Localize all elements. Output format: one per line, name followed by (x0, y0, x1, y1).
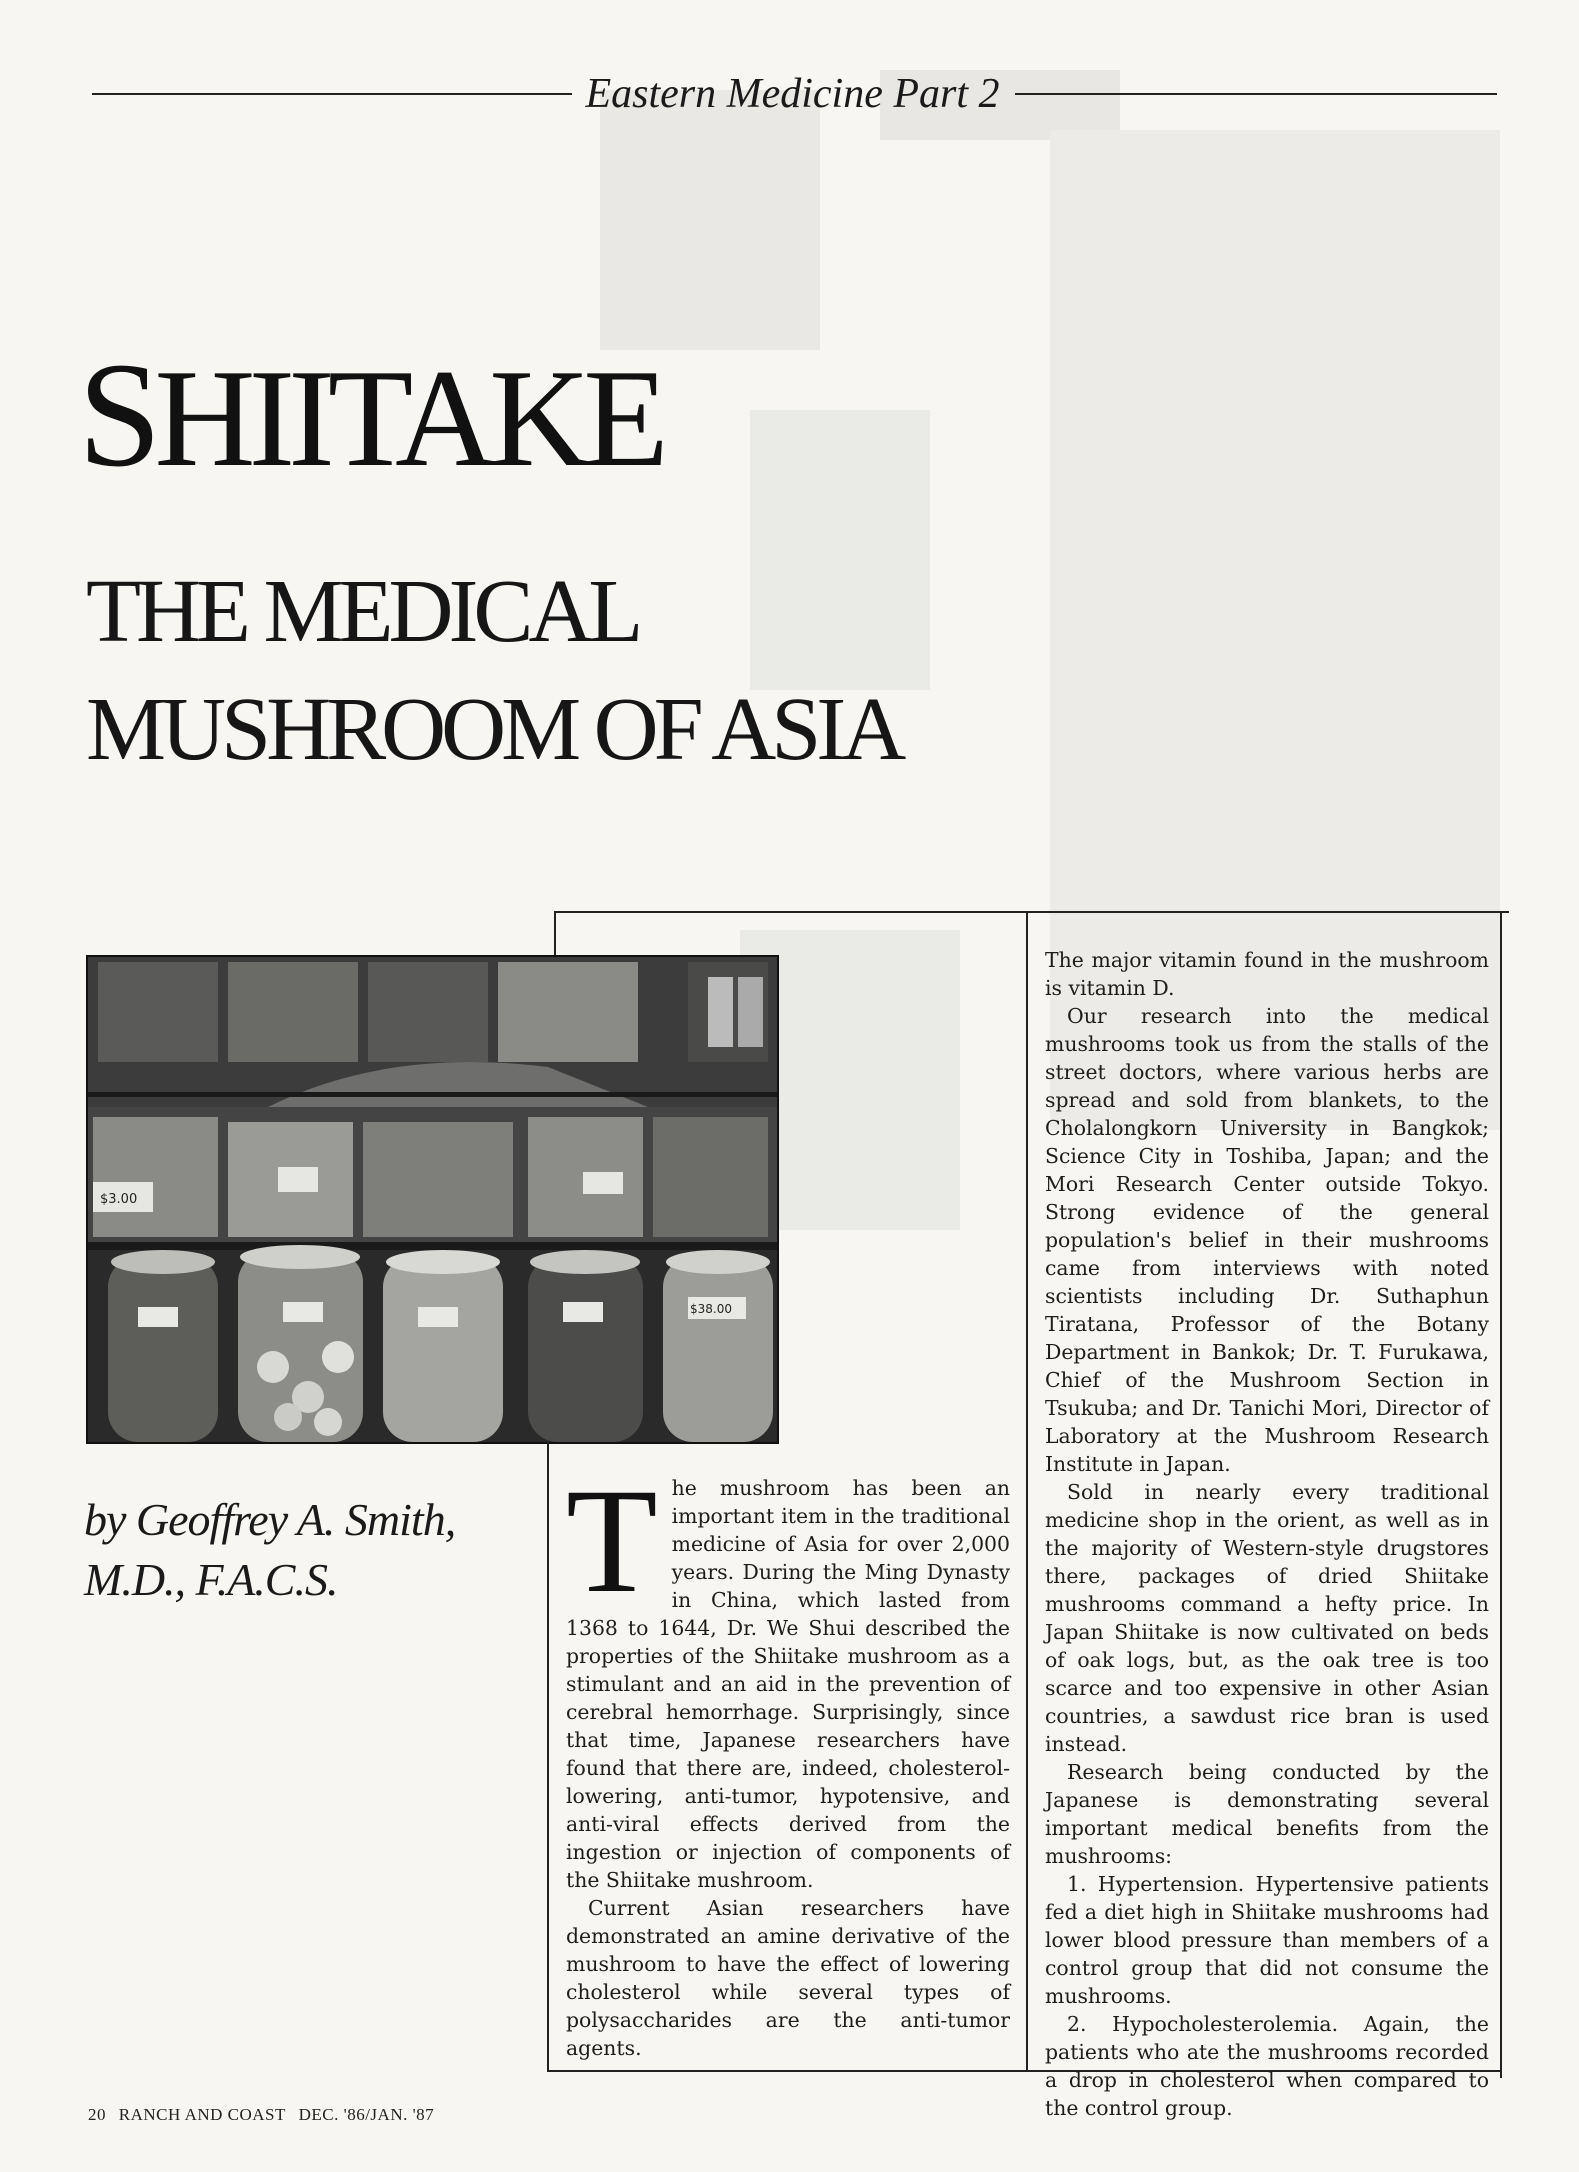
col2-paragraph-2: Our research into the medical mushrooms took us from the stalls of the street doctors, where various herbs are spread and sold from blankets, to the Cholalongkorn University in Bangkok; Science City in Toshiba, Japan; and the Mori Research Center outside Tokyo. Strong evidence of the general population's belief in their mushrooms came from interviews with noted scientists including Dr. Suthaphun Tiratana, Professor of the Botany Department in Bankok; Dr. T. Furukawa, Chief of the Mushroom Section in Tsukuba; and Dr. Tanichi Mori, Director of Laboratory at the Mushroom Research Institute in Japan. (1045, 1004, 1489, 1476)
headline-initial: S (78, 332, 155, 498)
col2-paragraph-3: Sold in nearly every traditional medicine shop in the orient, as well as in the majority of Western-style drugstores there, packages of dried Shiitake mushrooms command a hefty price. In Japan Shiitake is now cultivated on beds of oak logs, but, as the oak tree is too scarce and too expensive in other Asian countries, a sawdust rice bran is used instead. (1045, 1480, 1489, 1756)
page-number: 20 (88, 2105, 106, 2124)
subtitle-line-1: THE MEDICAL (86, 562, 639, 661)
issue-date: DEC. '86/JAN. '87 (298, 2105, 435, 2124)
col2-paragraph-1: The major vitamin found in the mushroom is vitamin D. (1045, 948, 1489, 1000)
header-rule-left (92, 93, 572, 95)
section-title: Eastern Medicine Part 2 (585, 71, 1000, 117)
shop-jars-photo (86, 955, 779, 1444)
header-rule-right (1015, 93, 1497, 95)
article-column-2 (1045, 946, 1489, 2122)
frame-rule-left-lower (547, 1442, 549, 2072)
col2-paragraph-6: 2. Hypocholesterolemia. Again, the patients who ate the mushrooms recorded a drop in cholesterol when compared to the control group. (1045, 2012, 1489, 2120)
col2-paragraph-4: Research being conducted by the Japanese is demonstrating several important medical benefits from the mushrooms: (1045, 1760, 1489, 1868)
frame-rule-column-divider (1026, 911, 1028, 2072)
photo-illustration (88, 957, 777, 1442)
drop-cap: T (566, 1458, 658, 1624)
byline-author: by Geoffrey A. Smith, (84, 1494, 456, 1545)
page-footer (88, 2105, 442, 2125)
byline (84, 1490, 504, 1610)
col1-paragraph-1: he mushroom has been an important item in the traditional medicine of Asia for over 2,000 years. During the Ming Dynasty in China, which lasted from 1368 to 1644, Dr. We Shui described the properties of the Shiitake mushroom as a stimulant and an aid in the prevention of cerebral hemorrhage. Surprisingly, since that time, Japanese researchers have found that there are, indeed, cholesterol-lowering, anti-tumor, hypotensive, and anti-viral effects derived from the ingestion or injection of components of the Shiitake mushroom. (566, 1476, 1010, 1892)
article-column-1 (566, 1458, 1010, 2062)
frame-rule-right (1500, 911, 1502, 2078)
price-tag-2: $38.00 (690, 1302, 732, 1316)
col2-paragraph-5: 1. Hypertension. Hypertensive patients fed a diet high in Shiitake mushrooms had lower blood pressure than members of a control group that did not consume the mushrooms. (1045, 1872, 1489, 2008)
subtitle-line-2: MUSHROOM OF ASIA (86, 680, 902, 779)
col1-paragraph-2: Current Asian researchers have demonstrated an amine derivative of the mushroom to have the effect of lowering cholesterol while several types of polysaccharides are the anti-tumor agents. (566, 1896, 1010, 2060)
publication-name: RANCH AND COAST (118, 2105, 286, 2124)
frame-rule-top (554, 911, 1509, 913)
headline (78, 330, 662, 504)
price-tag-1: $3.00 (100, 1192, 138, 1207)
headline-rest: HIITAKE (154, 341, 662, 496)
frame-rule-left-upper (554, 911, 556, 955)
byline-credentials: M.D., F.A.C.S. (84, 1554, 338, 1605)
